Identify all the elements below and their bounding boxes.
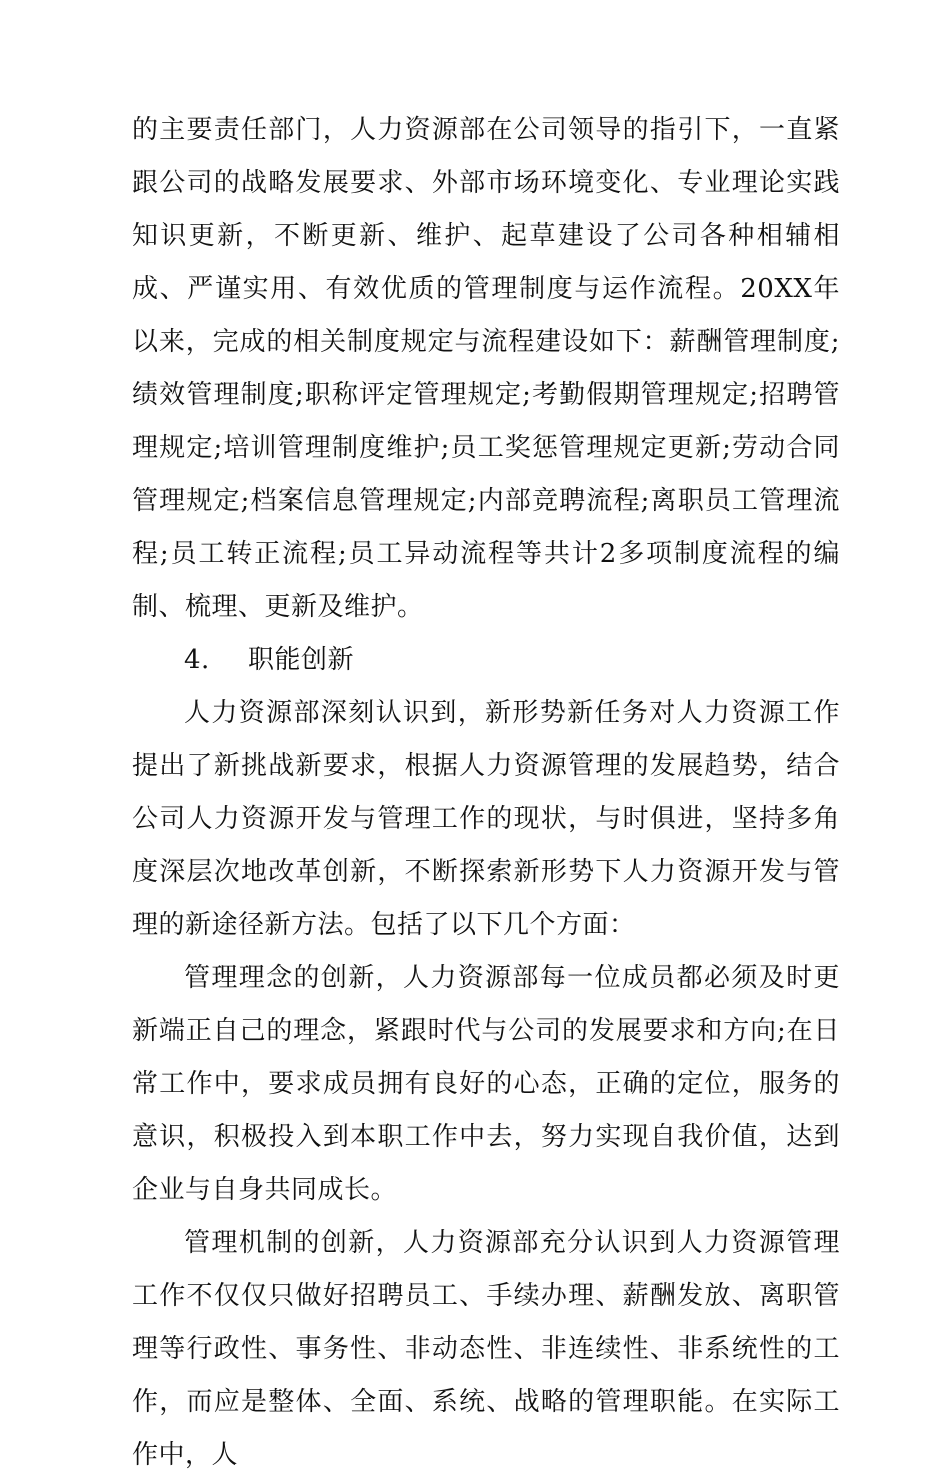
section-heading: [132, 634, 840, 687]
document-body: [132, 104, 840, 1482]
paragraph-innovation-intro: 人力资源部深刻认识到，新形势新任务对人力资源工作提出了新挑战新要求，根据人力资源管理的发展趋势，结合公司人力资源开发与管理工作的现状，与时俱进，坚持多角度深层次地改革创新，不断探索新形势下人力资源开发与管理的新途径新方法。包括了以下几个方面：: [132, 698, 840, 940]
section-title: 职能创新: [248, 645, 355, 675]
paragraph-regulations: 的主要责任部门，人力资源部在公司领导的指引下，一直紧跟公司的战略发展要求、外部市场环境变化、专业理论实践知识更新，不断更新、维护、起草建设了公司各种相辅相成、严谨实用、有效优质的管理制度与运作流程。20XX年以来，完成的相关制度规定与流程建设如下：薪酬管理制度;绩效管理制度;职称评定管理规定;考勤假期管理规定;招聘管理规定;培训管理制度维护;员工奖惩管理规定更新;劳动合同管理规定;档案信息管理规定;内部竞聘流程;离职员工管理流程;员工转正流程;员工异动流程等共计2多项制度流程的编制、梳理、更新及维护。: [132, 115, 840, 622]
section-number: 4.: [184, 645, 210, 675]
paragraph-management-mechanism: 管理机制的创新，人力资源部充分认识到人力资源管理工作不仅仅只做好招聘员工、手续办理、薪酬发放、离职管理等行政性、事务性、非动态性、非连续性、非系统性的工作，而应是整体、全面、系统、战略的管理职能。在实际工作中，人: [132, 1228, 840, 1470]
paragraph-management-concept: 管理理念的创新，人力资源部每一位成员都必须及时更新端正自己的理念，紧跟时代与公司的发展要求和方向;在日常工作中，要求成员拥有良好的心态，正确的定位，服务的意识，积极投入到本职工作中去，努力实现自我价值，达到企业与自身共同成长。: [132, 963, 840, 1205]
